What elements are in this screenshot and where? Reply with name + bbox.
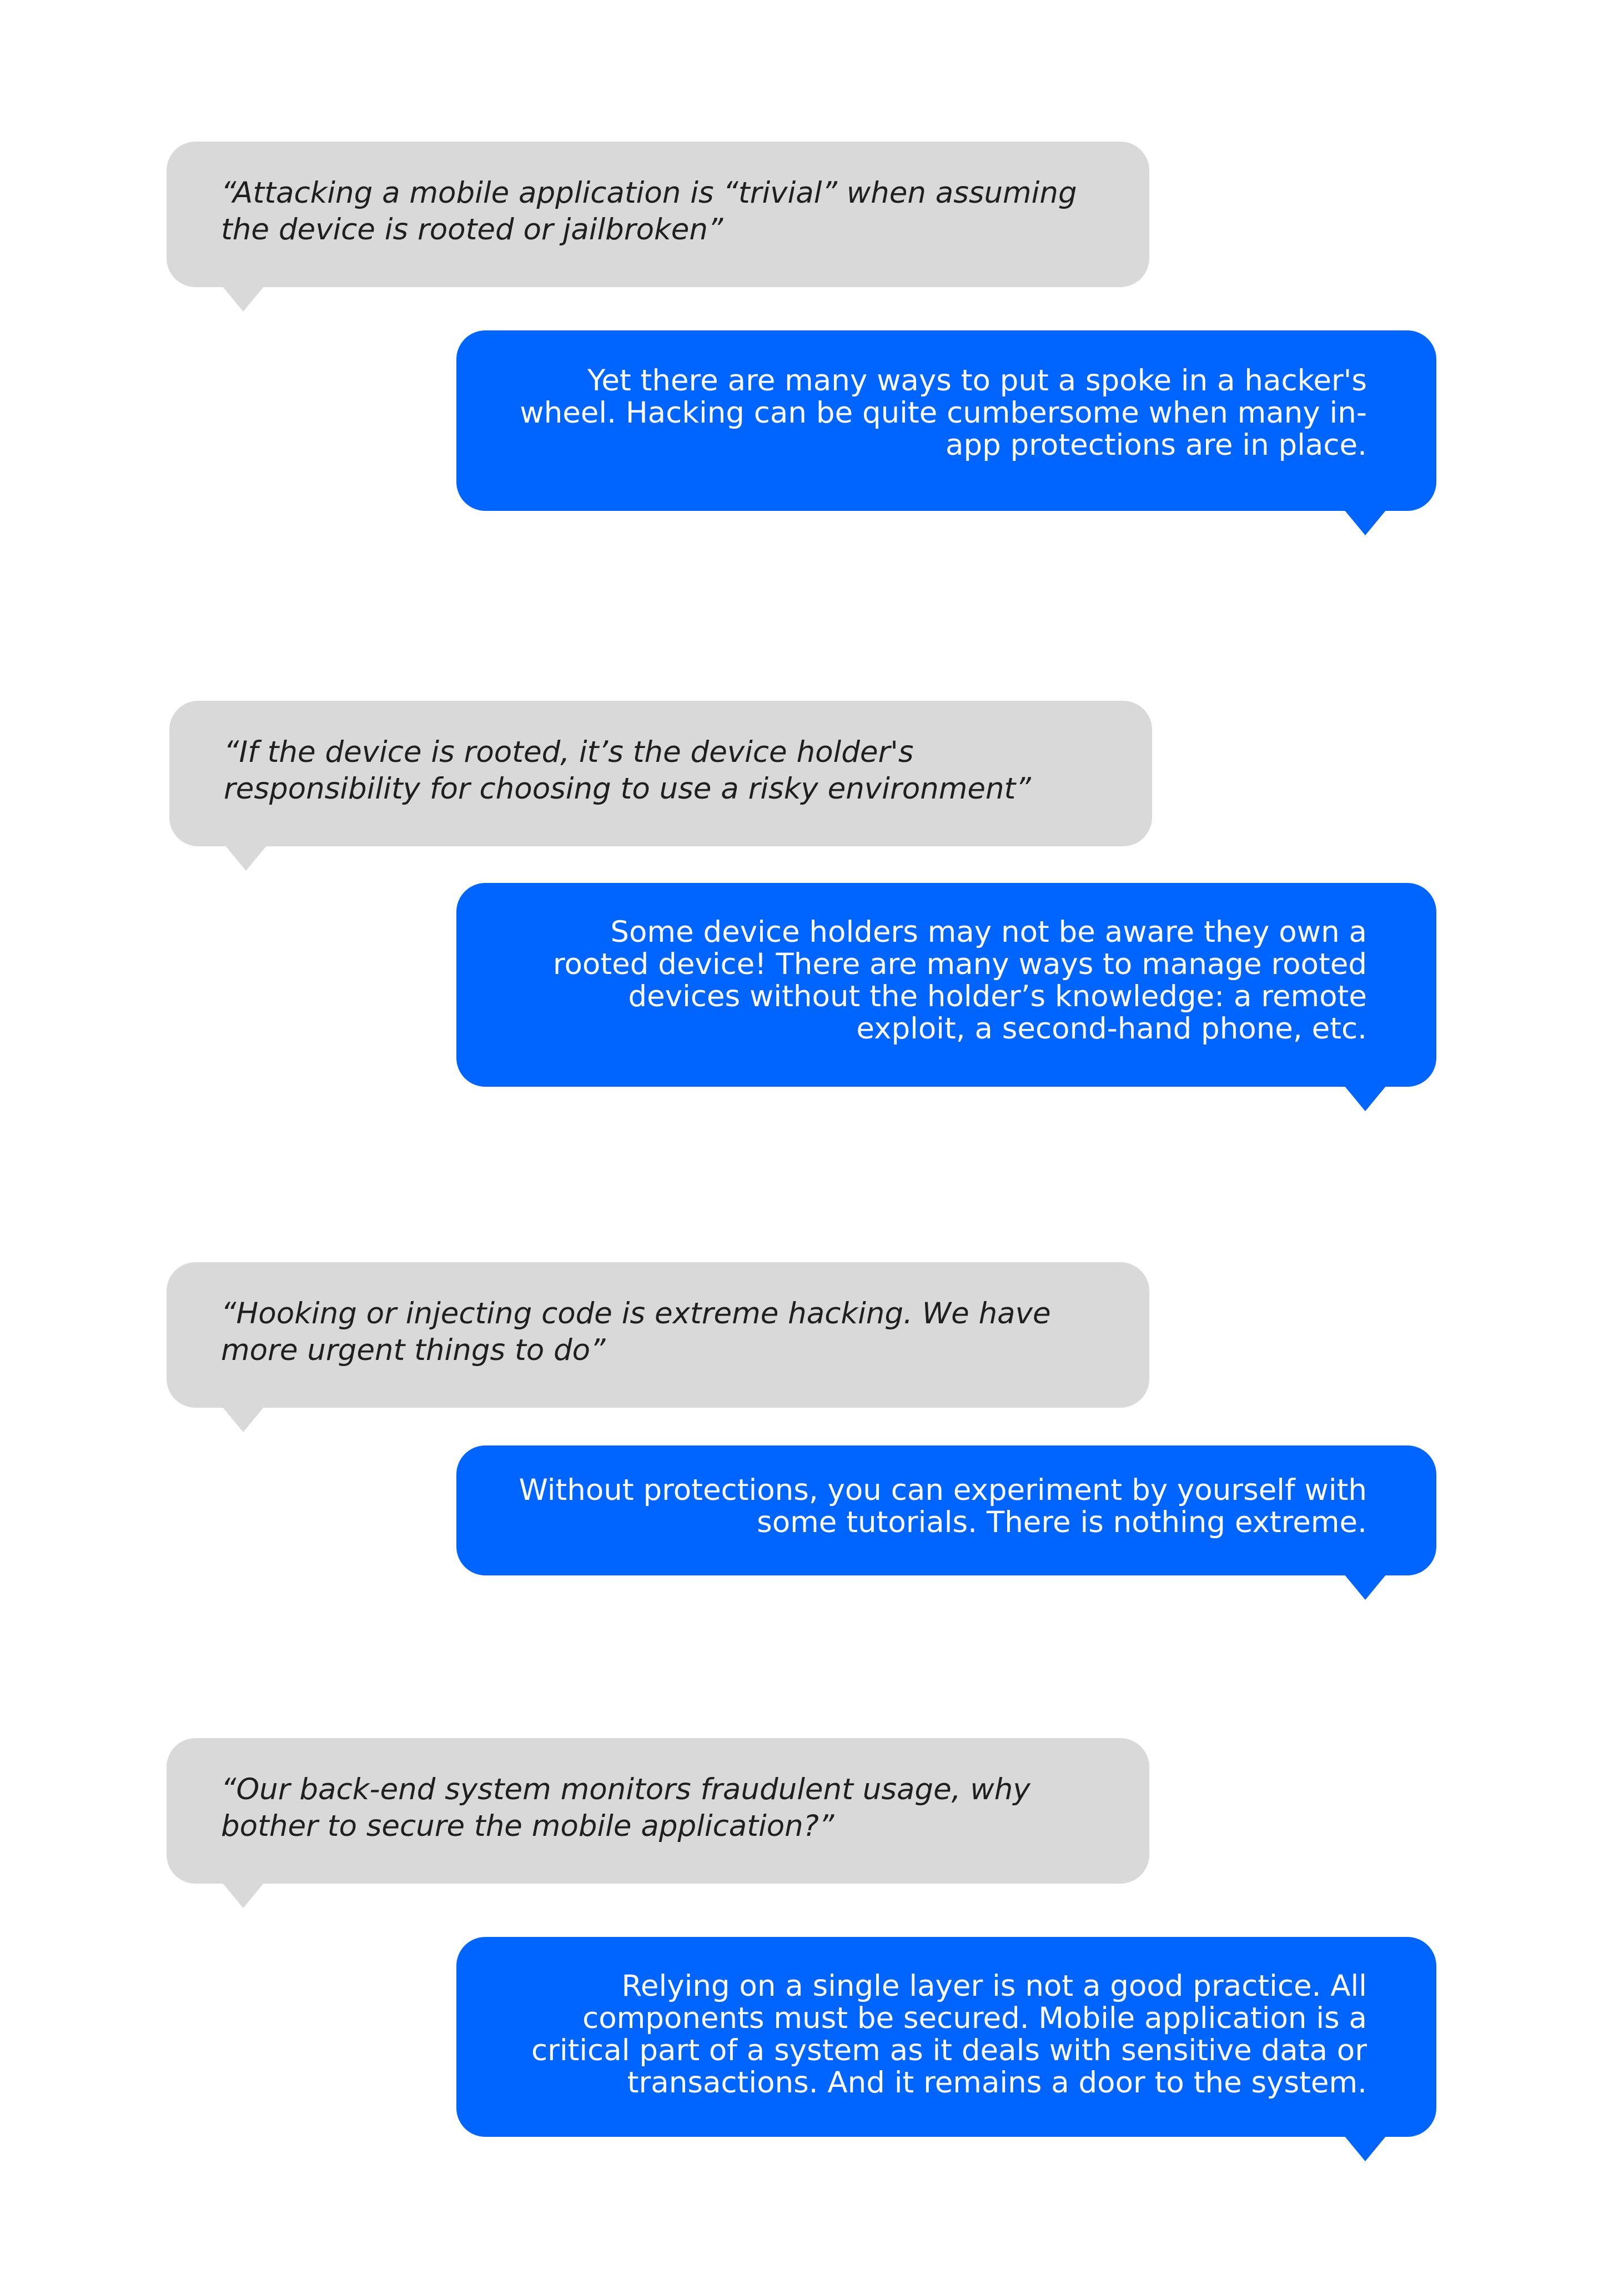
myth-bubble-2	[169, 701, 1152, 846]
reply-text-1: Yet there are many ways to put a spoke in a hacker's wheel. Hacking can be quite cumbersome when many in-app protections are in place.	[520, 364, 1367, 462]
reply-bubble-tail	[1344, 510, 1386, 535]
reply-text-2: Some device holders may not be aware they own a rooted device! There are many ways to manage rooted devices without the holder’s knowledge: a remote exploit, a second-hand phone, etc.	[552, 915, 1367, 1046]
myth-text-4: “Our back-end system monitors fraudulent usage, why bother to secure the mobile application?”	[221, 1773, 1030, 1843]
reply-bubble-4	[456, 1937, 1436, 2137]
myth-bubble-tail	[225, 845, 267, 871]
myth-bubble-tail	[222, 1407, 264, 1432]
reply-bubble-tail	[1344, 1086, 1386, 1111]
myth-text-1: “Attacking a mobile application is “trivial” when assuming the device is rooted or jailbroken”	[221, 176, 1077, 247]
myth-bubble-4	[167, 1738, 1149, 1884]
myth-text-3: “Hooking or injecting code is extreme hacking. We have more urgent things to do”	[221, 1297, 1051, 1367]
reply-bubble-2	[456, 883, 1436, 1087]
myth-bubble-3	[167, 1262, 1149, 1408]
reply-text-3: Without protections, you can experiment by yourself with some tutorials. There is nothing extreme.	[519, 1473, 1367, 1539]
myth-text-2: “If the device is rooted, it’s the device holder's responsibility for choosing to use a risky environment”	[224, 735, 1031, 806]
reply-bubble-tail	[1344, 2136, 1386, 2161]
reply-text-4: Relying on a single layer is not a good practice. All components must be secured. Mobile application is a critical part of a system as it deals with sensitive data or transactions. And it remains a door to the system.	[531, 1969, 1367, 2100]
myth-bubble-tail	[222, 1883, 264, 1908]
reply-bubble-1	[456, 330, 1436, 511]
myth-bubble-1	[167, 142, 1149, 287]
reply-bubble-3	[456, 1445, 1436, 1575]
reply-bubble-tail	[1344, 1574, 1386, 1600]
myth-bubble-tail	[222, 286, 264, 312]
